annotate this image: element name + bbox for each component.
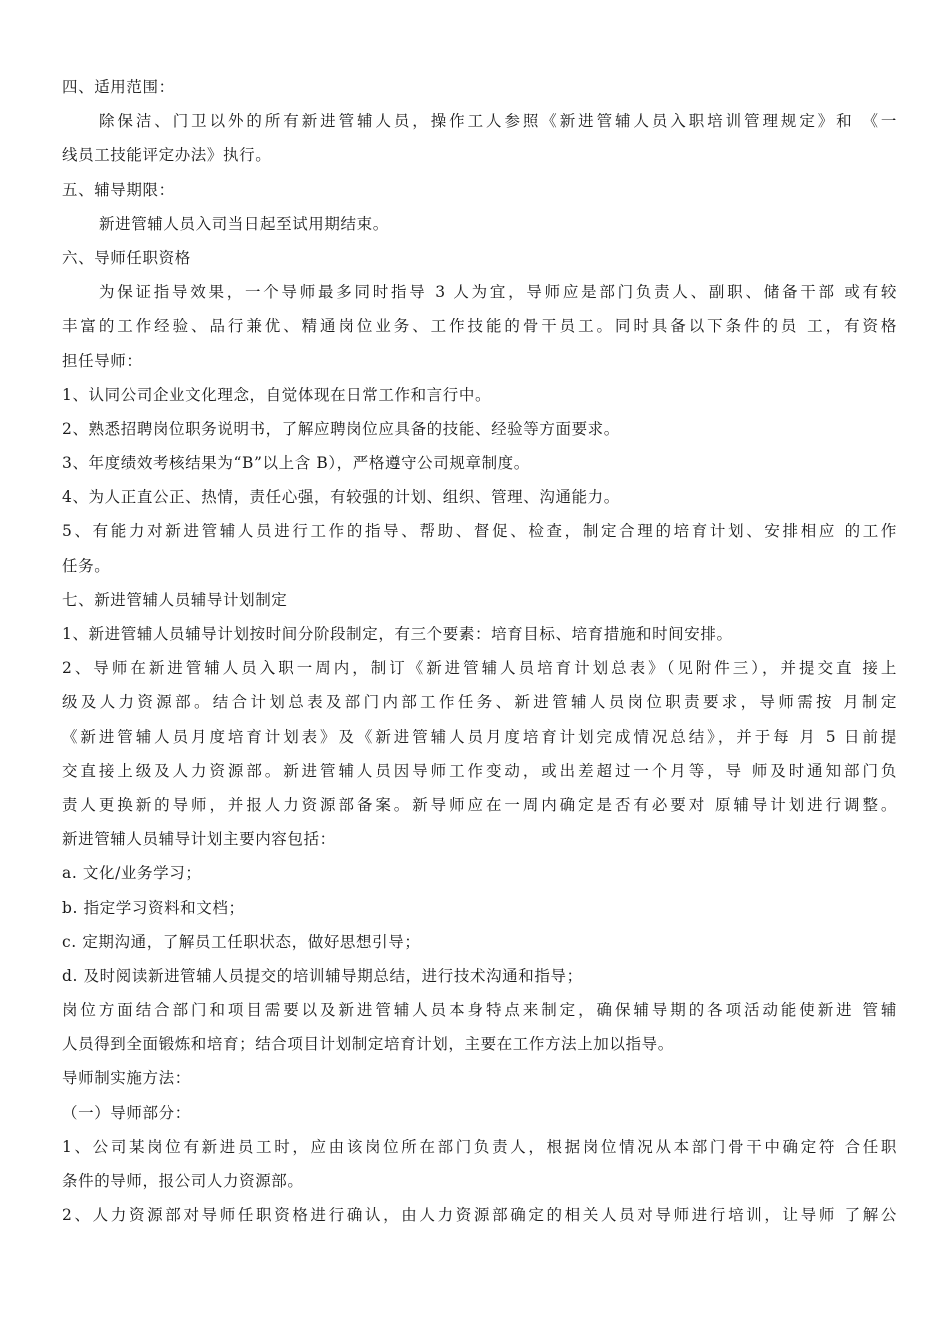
text-line: a. 文化/业务学习； xyxy=(62,864,202,883)
text-line: 级及人力资源部。结合计划总表及部门内部工作任务、新进管辅人员岗位职责要求，导师需按 月制定 xyxy=(62,693,897,712)
text-line: 六、导师任职资格 xyxy=(62,248,191,267)
text-line: 新进管辅人员辅导计划主要内容包括： xyxy=(62,830,336,849)
text-line: c. 定期沟通，了解员工任职状态，做好思想引导； xyxy=(62,932,421,951)
text-line: 线员工技能评定办法》执行。 xyxy=(62,146,272,165)
text-line: 除保洁、门卫以外的所有新进管辅人员，操作工人参照《新进管辅人员入职培训管理规定》和 《一 xyxy=(99,112,897,131)
text-line: 五、辅导期限： xyxy=(62,180,175,199)
text-line: 导师制实施方法： xyxy=(62,1069,191,1088)
text-line: 2、熟悉招聘岗位职务说明书，了解应聘岗位应具备的技能、经验等方面要求。 xyxy=(62,419,620,438)
text-line: 4、为人正直公正、热情，责任心强，有较强的计划、组织、管理、沟通能力。 xyxy=(62,488,620,507)
text-line: b. 指定学习资料和文档； xyxy=(62,898,245,917)
text-line: 丰富的工作经验、品行兼优、精通岗位业务、工作技能的骨干员工。同时具备以下条件的员 工，有资格 xyxy=(62,317,897,336)
text-line: （一）导师部分： xyxy=(62,1103,191,1122)
text-line: 2、人力资源部对导师任职资格进行确认，由人力资源部确定的相关人员对导师进行培训，让导师 了解公 xyxy=(62,1206,897,1225)
text-line: 1、公司某岗位有新进员工时，应由该岗位所在部门负责人，根据岗位情况从本部门骨干中确定符 合任职 xyxy=(62,1137,897,1156)
text-line: 1、新进管辅人员辅导计划按时间分阶段制定，有三个要素：培育目标、培育措施和时间安排。 xyxy=(62,625,733,643)
text-line: 《新进管辅人员月度培育计划表》及《新进管辅人员月度培育计划完成情况总结》，并于每 月 5 日前提 xyxy=(62,727,897,746)
text-line: 5、有能力对新进管辅人员进行工作的指导、帮助、督促、检查，制定合理的培育计划、安排相应 的工作 xyxy=(62,522,897,541)
text-line: 条件的导师，报公司人力资源部。 xyxy=(62,1172,304,1190)
text-line: 2、导师在新进管辅人员入职一周内，制订《新进管辅人员培育计划总表》（见附件三），并提交直 接上 xyxy=(62,659,897,678)
text-line: 新进管辅人员入司当日起至试用期结束。 xyxy=(99,214,389,233)
text-line: 交直接上级及人力资源部。新进管辅人员因导师工作变动，或出差超过一个月等，导 师及时通知部门负 xyxy=(62,761,897,780)
text-line: 责人更换新的导师，并报人力资源部备案。新导师应在一周内确定是否有必要对 原辅导计划进行调整。 xyxy=(62,795,897,814)
text-line: 任务。 xyxy=(62,556,111,575)
text-line: 人员得到全面锻炼和培育；结合项目计划制定培育计划，主要在工作方法上加以指导。 xyxy=(62,1035,674,1054)
text-line: 1、认同公司企业文化理念，自觉体现在日常工作和言行中。 xyxy=(62,385,492,404)
text-line: 岗位方面结合部门和项目需要以及新进管辅人员本身特点来制定，确保辅导期的各项活动能使新进 管辅 xyxy=(62,1001,897,1020)
text-line: 七、新进管辅人员辅导计划制定 xyxy=(62,590,288,609)
text-line: d. 及时阅读新进管辅人员提交的培训辅导期总结，进行技术沟通和指导； xyxy=(62,966,583,985)
text-line: 四、适用范围： xyxy=(62,78,175,96)
text-line: 3、年度绩效考核结果为“B”以上含 B），严格遵守公司规章制度。 xyxy=(62,454,530,473)
text-line: 担任导师： xyxy=(62,351,143,370)
text-line: 为保证指导效果，一个导师最多同时指导 3 人为宜，导师应是部门负责人、副职、储备干部 或有较 xyxy=(99,283,897,302)
document-page xyxy=(62,70,897,1232)
